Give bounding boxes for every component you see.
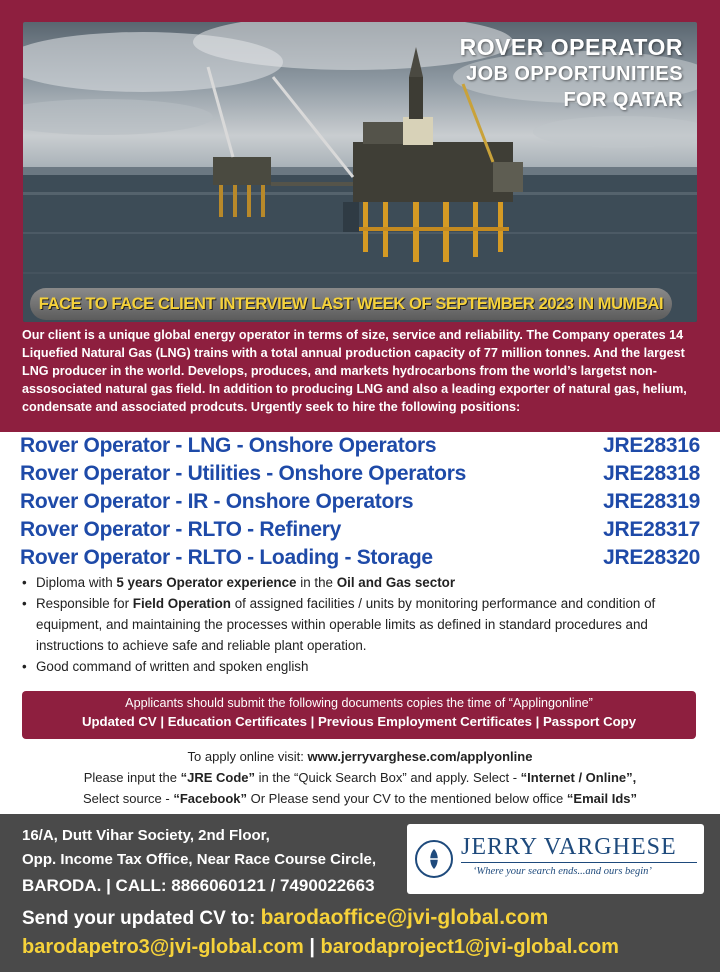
apply-text: To apply online visit:	[187, 749, 308, 764]
apply-highlight: “Facebook”	[173, 791, 248, 806]
requirement-text: Good command of written and spoken english	[36, 659, 309, 674]
requirement-highlight: Field Operation	[132, 596, 231, 611]
position-title: Rover Operator - Utilities - Onshore Operators	[20, 462, 466, 485]
client-description: Our client is a unique global energy operator in terms of size, service and reliability. The Company operates 14 Liquefied Natural Gas (LNG) trains with a total annual production capacity of 77 million tonnes. And the largest LNG producer in the world. Develops, produces, and markets hydrocarbons from the world’s largetst non-assosociated natural gas field. In addition to producing LNG and also a leading exporter of natural gas, helium, condensate and associated prodcuts. Urgently seek to hire the following positions:	[22, 328, 687, 414]
additional-emails	[22, 936, 619, 959]
apply-text: Select source -	[83, 791, 174, 806]
apply-highlight: “Email Ids”	[566, 791, 637, 806]
position-row	[20, 516, 700, 544]
city-call-line	[22, 876, 375, 896]
send-cv-line	[22, 906, 548, 930]
hero-title-line3: FOR QATAR	[563, 89, 683, 111]
position-row	[20, 432, 700, 460]
logo-divider	[461, 862, 697, 863]
position-row	[20, 460, 700, 488]
position-title: Rover Operator - RLTO - Loading - Storage	[20, 546, 433, 569]
requirement-highlight: 5 years Operator experience	[116, 575, 297, 590]
position-title: Rover Operator - LNG - Onshore Operators	[20, 434, 437, 457]
logo-company-name: JERRY VARGHESE	[461, 834, 677, 860]
documents-box	[22, 691, 696, 739]
company-logo	[407, 824, 704, 894]
apply-text: Please input the	[83, 770, 181, 785]
documents-list: Updated CV | Education Certificates | Previous Employment Certificates | Passport Copy	[81, 714, 637, 729]
requirement-text: Diploma with	[36, 575, 117, 590]
position-title: Rover Operator - IR - Onshore Operators	[20, 490, 414, 513]
hero-image	[23, 22, 697, 322]
address-line: 16/A, Dutt Vihar Society, 2nd Floor,	[22, 827, 270, 844]
apply-line-3	[0, 788, 720, 809]
email-link[interactable]: barodapetro3@jvi-global.com	[22, 936, 304, 958]
apply-highlight: “JRE Code”	[180, 770, 255, 785]
documents-intro: Applicants should submit the following documents copies the time of “Applingonline”	[125, 696, 593, 710]
apply-text: Or Please send your CV to the mentioned below office	[247, 791, 567, 806]
requirement-item	[20, 656, 704, 677]
position-row	[20, 488, 700, 516]
interview-banner: FACE TO FACE CLIENT INTERVIEW LAST WEEK OF SEPTEMBER 2023 IN MUMBAI	[30, 288, 672, 320]
phone-numbers: | CALL: 8866060121 / 7490022663	[106, 876, 375, 895]
requirements-list	[20, 572, 704, 677]
footer-contact	[0, 814, 720, 972]
hero-title-line2: JOB OPPORTUNITIES	[466, 63, 683, 85]
address-line: Opp. Income Tax Office, Near Race Course Circle,	[22, 851, 377, 868]
position-code: JRE28319	[603, 490, 700, 513]
city-name: BARODA.	[22, 876, 102, 895]
apply-line-1	[0, 746, 720, 767]
hero-title-line1: ROVER OPERATOR	[459, 34, 683, 60]
apply-highlight: “Internet / Online”,	[520, 770, 637, 785]
separator: |	[309, 936, 315, 958]
requirement-text: Responsible for	[36, 596, 133, 611]
position-code: JRE28318	[603, 462, 700, 485]
apply-text: in the “Quick Search Box” and apply. Select -	[255, 770, 521, 785]
requirement-item	[20, 593, 704, 656]
email-link[interactable]: barodaproject1@jvi-global.com	[320, 936, 619, 958]
positions-list	[20, 432, 700, 572]
hero-title	[460, 34, 683, 113]
position-title: Rover Operator - RLTO - Refinery	[20, 518, 342, 541]
requirement-text: in the	[296, 575, 337, 590]
apply-line-2	[0, 767, 720, 788]
logo-tagline: ‘Where your search ends...and ours begin’	[473, 866, 652, 877]
position-row	[20, 544, 700, 572]
email-link[interactable]: barodaoffice@jvi-global.com	[260, 906, 549, 929]
apply-url-link[interactable]: www.jerryvarghese.com/applyonline	[307, 749, 533, 764]
position-code: JRE28316	[603, 434, 700, 457]
requirement-item	[20, 572, 704, 593]
apply-instructions	[0, 746, 720, 809]
send-cv-label: Send your updated CV to:	[22, 908, 261, 929]
office-address	[22, 824, 376, 872]
position-code: JRE28320	[603, 546, 700, 569]
position-code: JRE28317	[603, 518, 700, 541]
logo-emblem-icon	[415, 840, 453, 878]
requirement-highlight: Oil and Gas sector	[336, 575, 456, 590]
requirement-text: of assigned facilities / units by monitoring performance and condition of equipment, and maintaining the processes within operable limits as defined in standard procedures and instructions to achieve safe and reliable plant operation.	[36, 596, 656, 653]
